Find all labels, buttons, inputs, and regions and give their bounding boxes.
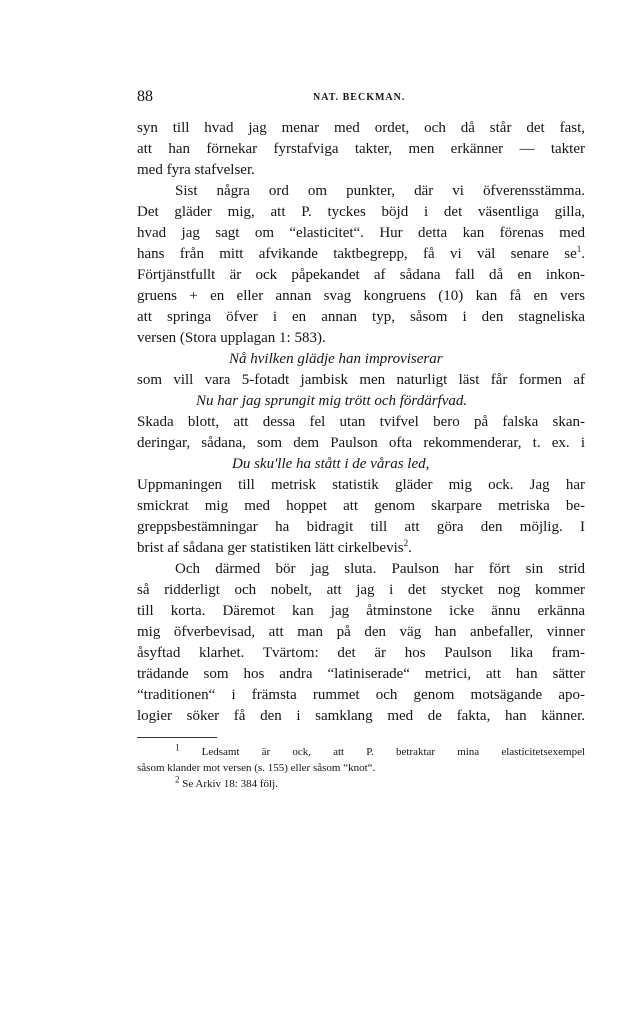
book-page [137,88,585,792]
verse-quote: Nu har jag sprungit mig trött och fördärfvad. [196,393,468,409]
verse-quote: Du sku'lle ha stått i de våras led, [232,456,430,472]
running-title: NAT. BECKMAN. [313,92,406,103]
text-line: Förtjänstfullt är ock påpekandet af sådana fall då en inkon- [137,267,585,283]
text-line: versen (Stora upplagan 1: 583). [137,330,326,346]
text-line: att springa öfver i en annan typ, såsom i den stagneliska [137,309,585,325]
text-line: som vill vara 5-fotadt jambisk men naturligt läst får formen af [137,372,585,388]
text-line: trädande som hos andra “latiniserade“ metrici, att han sätter [137,666,585,682]
text-line: Och därmed bör jag sluta. Paulson har fört sin strid [175,561,585,577]
footnote-1 [137,744,585,760]
text-line-with-note: hans från mitt afvikande taktbegrepp, få vi väl senare $se^1$. [137,244,585,262]
text-span: hans från mitt afvikande taktbegrepp, få vi väl senare se [137,246,577,262]
text-line: mig öfverbevisad, att man på den väg han anbefaller, vinner [137,624,585,640]
footnote-1-continued: såsom klander mot versen (s. 155) eller såsom “knot“. [137,762,376,774]
text-span: brist af sådana ger statistiken lätt cirkelbevis [137,540,404,556]
text-line: att han förnekar fyrstafviga takter, men erkänner — takter [137,141,585,157]
text-line: till korta. Däremot kan jag åtminstone icke ännu erkänna [137,603,585,619]
body-text [137,118,585,727]
footnote-2 [137,776,585,792]
footnote-mark: 1 [175,742,180,753]
footnote-mark: 2 [175,774,180,785]
text-line: Sist några ord om punkter, där vi öfverensstämma. [175,183,585,199]
page-number: 88 [137,88,153,105]
text-line: syn till hvad jag menar med ordet, och då står det fast, [137,120,585,136]
text-line: deringar, sådana, som dem Paulson ofta rekommenderar, t. ex. i [137,435,585,451]
text-line: greppsbestämningar ha bidragit till att göra den möjlig. I [137,519,585,535]
text-line: smickrat mig med hoppet att genom skarpare metriska be- [137,498,585,514]
text-line: Uppmaningen till metrisk statistik gläder mig ock. Jag har [137,477,585,493]
text-line: Det gläder mig, att P. tyckes böjd i det väsentliga gilla, [137,204,585,220]
text-line: Skada blott, att dessa fel utan tvifvel bero på falska skan- [137,414,585,430]
text-line: gruens + en eller annan svag kongruens (10) kan få en vers [137,288,585,304]
footnote-ref: 1 [576,244,582,254]
verse-quote: Nå hvilken glädje han improviserar [229,351,443,367]
footnote-text: Ledsamt är ock, att P. betraktar mina elasticitetsexempel [201,746,586,758]
footnote-ref: 2 [403,538,409,548]
text-line: hvad jag sagt om “elasticitet“. Hur detta kan förenas med [137,225,585,241]
footnotes [137,744,585,792]
footnote-divider [137,737,217,738]
running-head [137,88,585,110]
text-line: med fyra stafvelser. [137,162,255,178]
text-line: så ridderligt och nobelt, att jag i det stycket nog kommer [137,582,585,598]
text-line-with-note: brist af sådana ger statistiken lätt cirkelbevis$^2$. [137,538,412,556]
text-line: åsyftad klarhet. Tvärtom: det är hos Paulson lika fram- [137,645,585,661]
text-line: “traditionen“ i främsta rummet och genom motsägande apo- [137,687,585,703]
text-line: logier söker få den i samklang med de fakta, han känner. [137,708,585,724]
footnote-text: Se Arkiv 18: 384 följ. [182,778,278,790]
